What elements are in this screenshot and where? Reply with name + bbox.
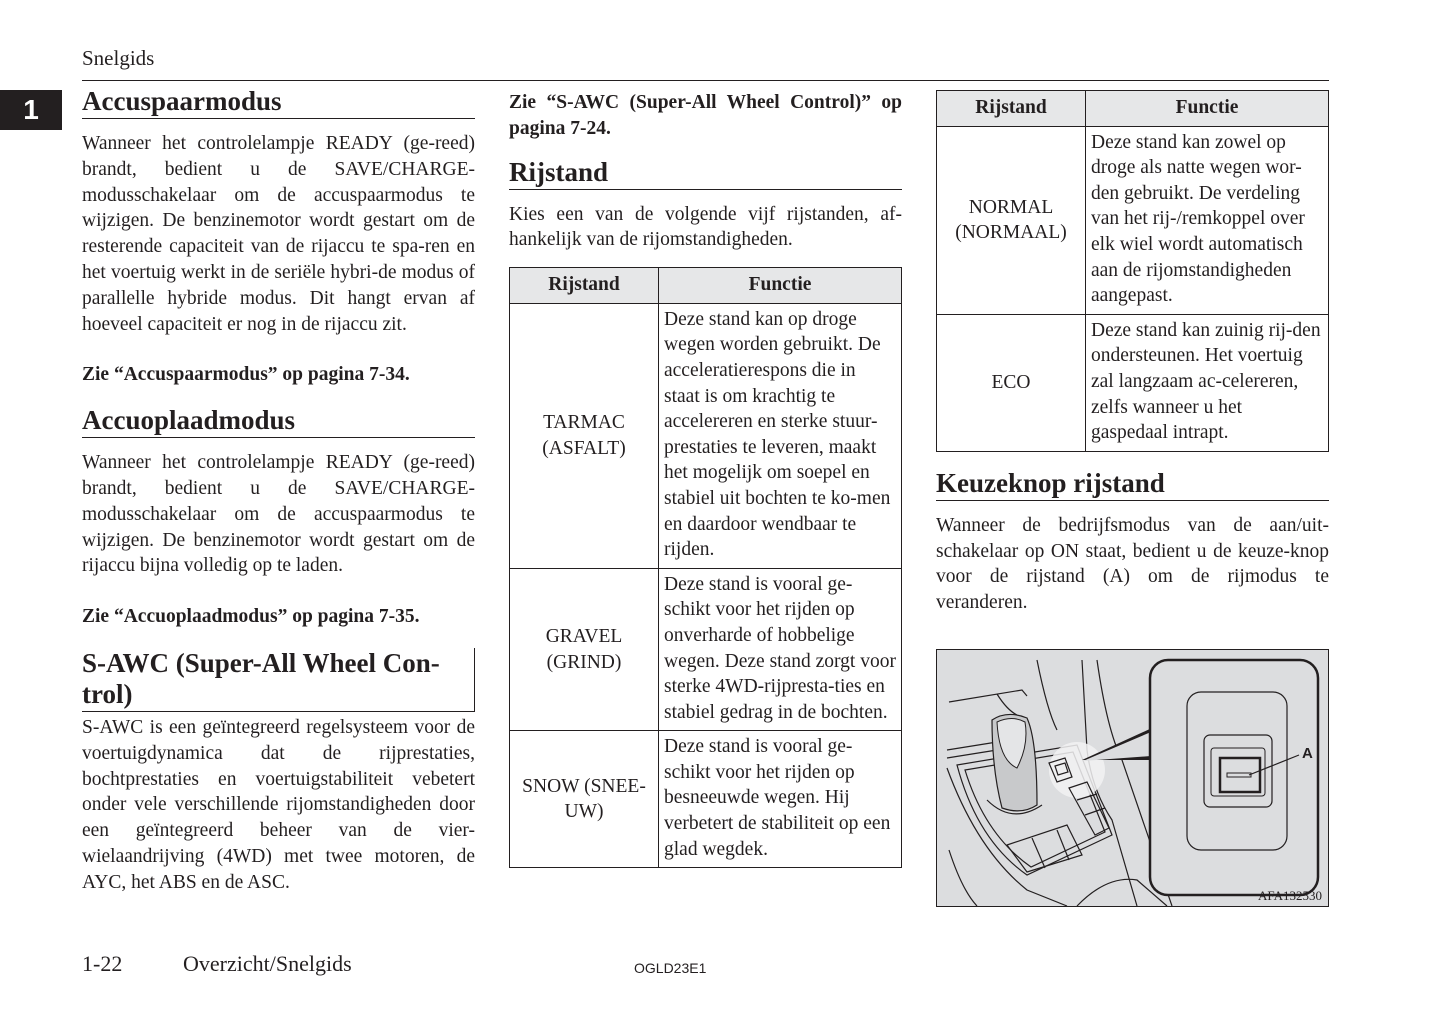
section-title-keuzeknop: Keuzeknop rijstand <box>936 468 1329 501</box>
column-header-rijstand: Rijstand <box>937 91 1086 127</box>
mode-name: SNOW (SNEE-UW) <box>510 731 659 868</box>
mode-name: ECO <box>937 314 1086 451</box>
accuspaarmodus-body: Wanneer het controlelampje READY (ge-reed) brandt, bedient u de SAVE/CHARGE-modusschakelaar om de accuspaarmodus te wijzigen. De benzinemotor wordt gestart om de resterende capaciteit van de rijaccu te spa-ren en het voertuig werkt in de seriële hybri-de modus of parallelle hybride modus. Dit hangt ervan af hoeveel capaciteit er nog in de rijaccu zit. <box>82 133 475 335</box>
running-head: Snelgids <box>82 46 155 70</box>
drive-mode-table-1 <box>509 267 902 868</box>
mode-function: Deze stand kan zuinig rij-den ondersteunen. Het voertuig zal langzaam ac-celereren, zelfs wanneer u het gaspedaal intrapt. <box>1086 314 1329 451</box>
section-title-accuspaarmodus: Accuspaarmodus <box>82 86 475 119</box>
table-row <box>510 303 902 568</box>
mode-function: Deze stand kan op droge wegen worden gebruikt. De acceleratierespons die in staat is om krachtig te accelereren en sterke stuur-prestaties te leveren, maakt het mogelijk om soepel en stabiel uit bochten te ko-men en daardoor wendbaar te rijden. <box>659 303 902 568</box>
mode-function: Deze stand kan zowel op droge als natte wegen wor-den gebruikt. De verdeling van het rij-/remkoppel over elk wiel wordt automatisch aan de rijomstandigheden aangepast. <box>1086 126 1329 314</box>
table-header-row <box>937 91 1329 127</box>
column-header-functie: Functie <box>659 268 902 304</box>
mode-function: Deze stand is vooral ge-schikt voor het rijden op besneeuwde wegen. Hij verbetert de stabiliteit op een glad wegdek. <box>659 731 902 868</box>
table-row <box>510 731 902 868</box>
figure-caption: AFA132530 <box>1257 888 1322 903</box>
column-header-functie: Functie <box>1086 91 1329 127</box>
chapter-tab: 1 <box>0 90 62 130</box>
mode-name: TARMAC (ASFALT) <box>510 303 659 568</box>
accuoplaadmodus-body: Wanneer het controlelampje READY (ge-reed) brandt, bedient u de SAVE/CHARGE-modusschakelaar om de accuspaarmodus te wijzigen. De benzinemotor wordt gestart om de rijaccu bijna volledig op te laden. <box>82 452 475 577</box>
table-row <box>937 126 1329 314</box>
section-title-sawc: S-AWC (Super-All Wheel Con-trol) <box>82 648 475 712</box>
table-row <box>510 568 902 731</box>
section-title-rijstand: Rijstand <box>509 157 902 190</box>
page-number: 1-22 <box>82 951 123 976</box>
middle-column <box>509 86 902 868</box>
mode-name: NORMAL (NORMAAL) <box>937 126 1086 314</box>
center-console-illustration <box>937 650 1328 906</box>
section-title-accuoplaadmodus: Accuoplaadmodus <box>82 405 475 438</box>
table-row <box>937 314 1329 451</box>
left-column <box>82 86 475 896</box>
header-rule <box>82 80 1329 81</box>
footer-section: Overzicht/Snelgids <box>183 951 352 976</box>
sawc-body: S-AWC is een geïntegreerd regelsysteem voor de voertuigdynamica dat de rijprestaties, bochtprestaties en voertuigstabiliteit vebetert onder vele verschillende rijomstandigheden door een geïntegreerd beheer van de vier-wielaandrijving (4WD) met twee motoren, de AYC, het ABS en de ASC. <box>82 716 475 893</box>
column-header-rijstand: Rijstand <box>510 268 659 304</box>
right-column <box>936 86 1329 616</box>
keuzeknop-body: Wanneer de bedrijfsmodus van de aan/uit-schakelaar op ON staat, bedient u de keuze-knop voor de rijstand (A) om de rijmodus te veranderen. <box>936 514 1329 614</box>
mode-name: GRAVEL (GRIND) <box>510 568 659 731</box>
accuoplaadmodus-reference[interactable]: Zie “Accuoplaadmodus” op pagina 7-35. <box>82 606 420 628</box>
document-code: OGLD23E1 <box>634 960 707 976</box>
rijstand-intro: Kies een van de volgende vijf rijstanden, af-hankelijk van de rijomstandigheden. <box>509 203 902 251</box>
sawc-reference[interactable]: Zie “S-AWC (Super-All Wheel Control)” op pagina 7-24. <box>509 92 902 139</box>
drive-mode-table-2 <box>936 90 1329 452</box>
drive-mode-selector-figure <box>936 649 1329 907</box>
table-header-row <box>510 268 902 304</box>
accuspaarmodus-reference[interactable]: Zie “Accuspaarmodus” op pagina 7-34. <box>82 364 410 386</box>
mode-function: Deze stand is vooral ge-schikt voor het rijden op onverharde of hobbelige wegen. Deze stand zorgt voor sterke 4WD-rijpresta-ties en stabiel gedrag in de bochten. <box>659 568 902 731</box>
callout-label-a: A <box>1302 745 1313 762</box>
